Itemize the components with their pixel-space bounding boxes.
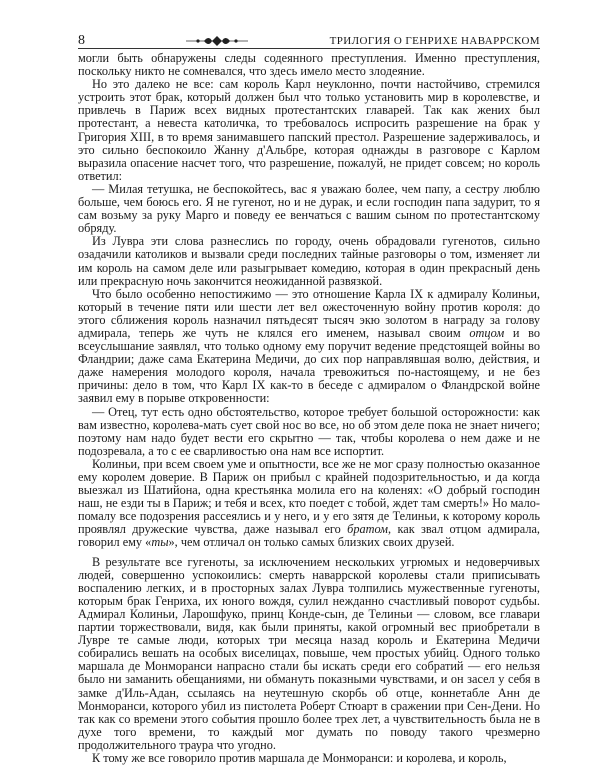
- page-number: 8: [78, 33, 85, 48]
- paragraph: — Милая тетушка, не беспокойтесь, вас я уважаю более, чем папу, а сестру люблю больше, чем боюсь его. Я не гугенот, но и не дурак, и если господин папа задурит, то я сам возьму за руку Марго и поведу ее венчаться с вашим сыном по протестантскому обряду.: [78, 181, 540, 236]
- header-rule: [78, 48, 540, 49]
- paragraph: — Отец, тут есть одно обстоятельство, которое требует большой осторожности: как вам известно, королева-мать сует свой нос во все, но об этом деле пока не знает ничего; поэтому нам надо будет вести его скрытно — так, чтобы королева о нем даже и не подозревала, а то с ее сварливостью она нам все испортит.: [78, 404, 540, 458]
- ornament-flourish-icon: [186, 35, 248, 47]
- body-text: [78, 52, 540, 765]
- page-header: [78, 33, 540, 51]
- paragraph: Но это далеко не все: сам король Карл неуклонно, почти настойчиво, стремился устроить этот брак, который должен был что только установить мир в королевстве, и привлечь в Париж всех видных протестантских главарей. Так как жених был протестант, а невеста католичка, то требовалось испросить разрешение на брак у Григория XIII, в то время занимавшего папский престол. Разрешение задерживалось, и это сильно беспокоило Жанну д'Альбре, которая однажды в разговоре с Карлом выразила опасение насчет того, что разрешение, пожалуй, не придет совсем; но король ответил:: [78, 77, 540, 183]
- paragraph: К тому же все говорило против маршала де Монморанси: и королева, и король,: [92, 750, 507, 765]
- paragraph: Из Лувра эти слова разнеслись по городу, очень обрадовали гугенотов, сильно озадачили католиков и вызвали среди последних тайные разговоры о том, изменяет ли им король на самом деле или разыгрывает комедию, которая в один прекрасный день или прекрасную ночь закончится неожиданной развязкой.: [78, 234, 540, 288]
- paragraph: В результате все гугеноты, за исключением нескольких угрюмых и недоверчивых людей, совершенно успокоились: смерть наваррской королевы стали приписывать воспалению легких, и в просторных залах Лувра толпились мужественные гугеноты, которым брак Генриха, их юного вождя, сулил нежданно счастливый поворот судьбы. Адмирал Колиньи, Ларошфуко, принц Конде-сын, де Телиньи — словом, все главари партии торжествовали, видя, как были приняты, какой огромный вес приобретали в Лувре те самые люди, которых три месяца назад король и Екатерина Медичи собирались вешать на особых виселицах, повыше, чем простых убийц. Одного только маршала де Монморанси напрасно стали бы искать среди его собратий — его нельзя было ни заманить обещаниями, ни обмануть показными чувствами, и он засел у себя в замке д'Иль-Адан, ссылаясь на неутешную скорбь об отце, коннетабле Анн де Монморанси, которого убил из пистолета Роберт Стюарт в сражении при Сен-Дени. Но так как со времени этого события прошло более трех лет, а чувствительность была не в духе того времени, то каждый мог думать по поводу такого чрезмерно продолжительного траура что угодно.: [78, 554, 540, 752]
- paragraph: Что было особенно непостижимо — это отношение Карла IX к адмиралу Колиньи, который в течение пяти или шести лет вел ожесточенную войну против короля: до этого сближения король назначил пятьдесят тысяч экю золотом в награду за голову адмирала, теперь же чуть не клялся его именем, называл своим отцом и во всеуслышание заявлял, что только одному ему поручит ведение предстоящей войны во Фландрии; даже сама Екатерина Медичи, до сих пор направлявшая волю, действия, и даже намерения молодого короля, начала тревожиться по-настоящему, и не без причины: дело в том, что Карл IX как-то в беседе с адмиралом о Фландрской войне заявил ему в порыве откровенности:: [78, 286, 541, 406]
- paragraph: могли быть обнаружены следы содеянного преступления. Именно преступления, поскольку никто не сомневался, что здесь имело место злодеяние.: [78, 51, 540, 79]
- paragraph: Колиньи, при всем своем уме и опытности, все же не мог сразу полностью оказанное ему королем доверие. В Париж он прибыл с крайней подозрительностью, и да когда выезжал из Шатийона, одна крестьянка молила его на коленях: «О добрый господин наш, не езди ты в Париж; и тебя и всех, кто поедет с тобой, ждет там смерть!» Но мало-помалу все подозрения рассеялись и у него, и у его зятя де Телиньи, к которому король проявлял дружеские чувства, даже называл его братом, как звал отцом адмирала, говорил ему «ты», чем отличал он только самых близких своих друзей.: [78, 456, 540, 550]
- running-title: ТРИЛОГИЯ О ГЕНРИХЕ НАВАРРСКОМ: [329, 35, 540, 47]
